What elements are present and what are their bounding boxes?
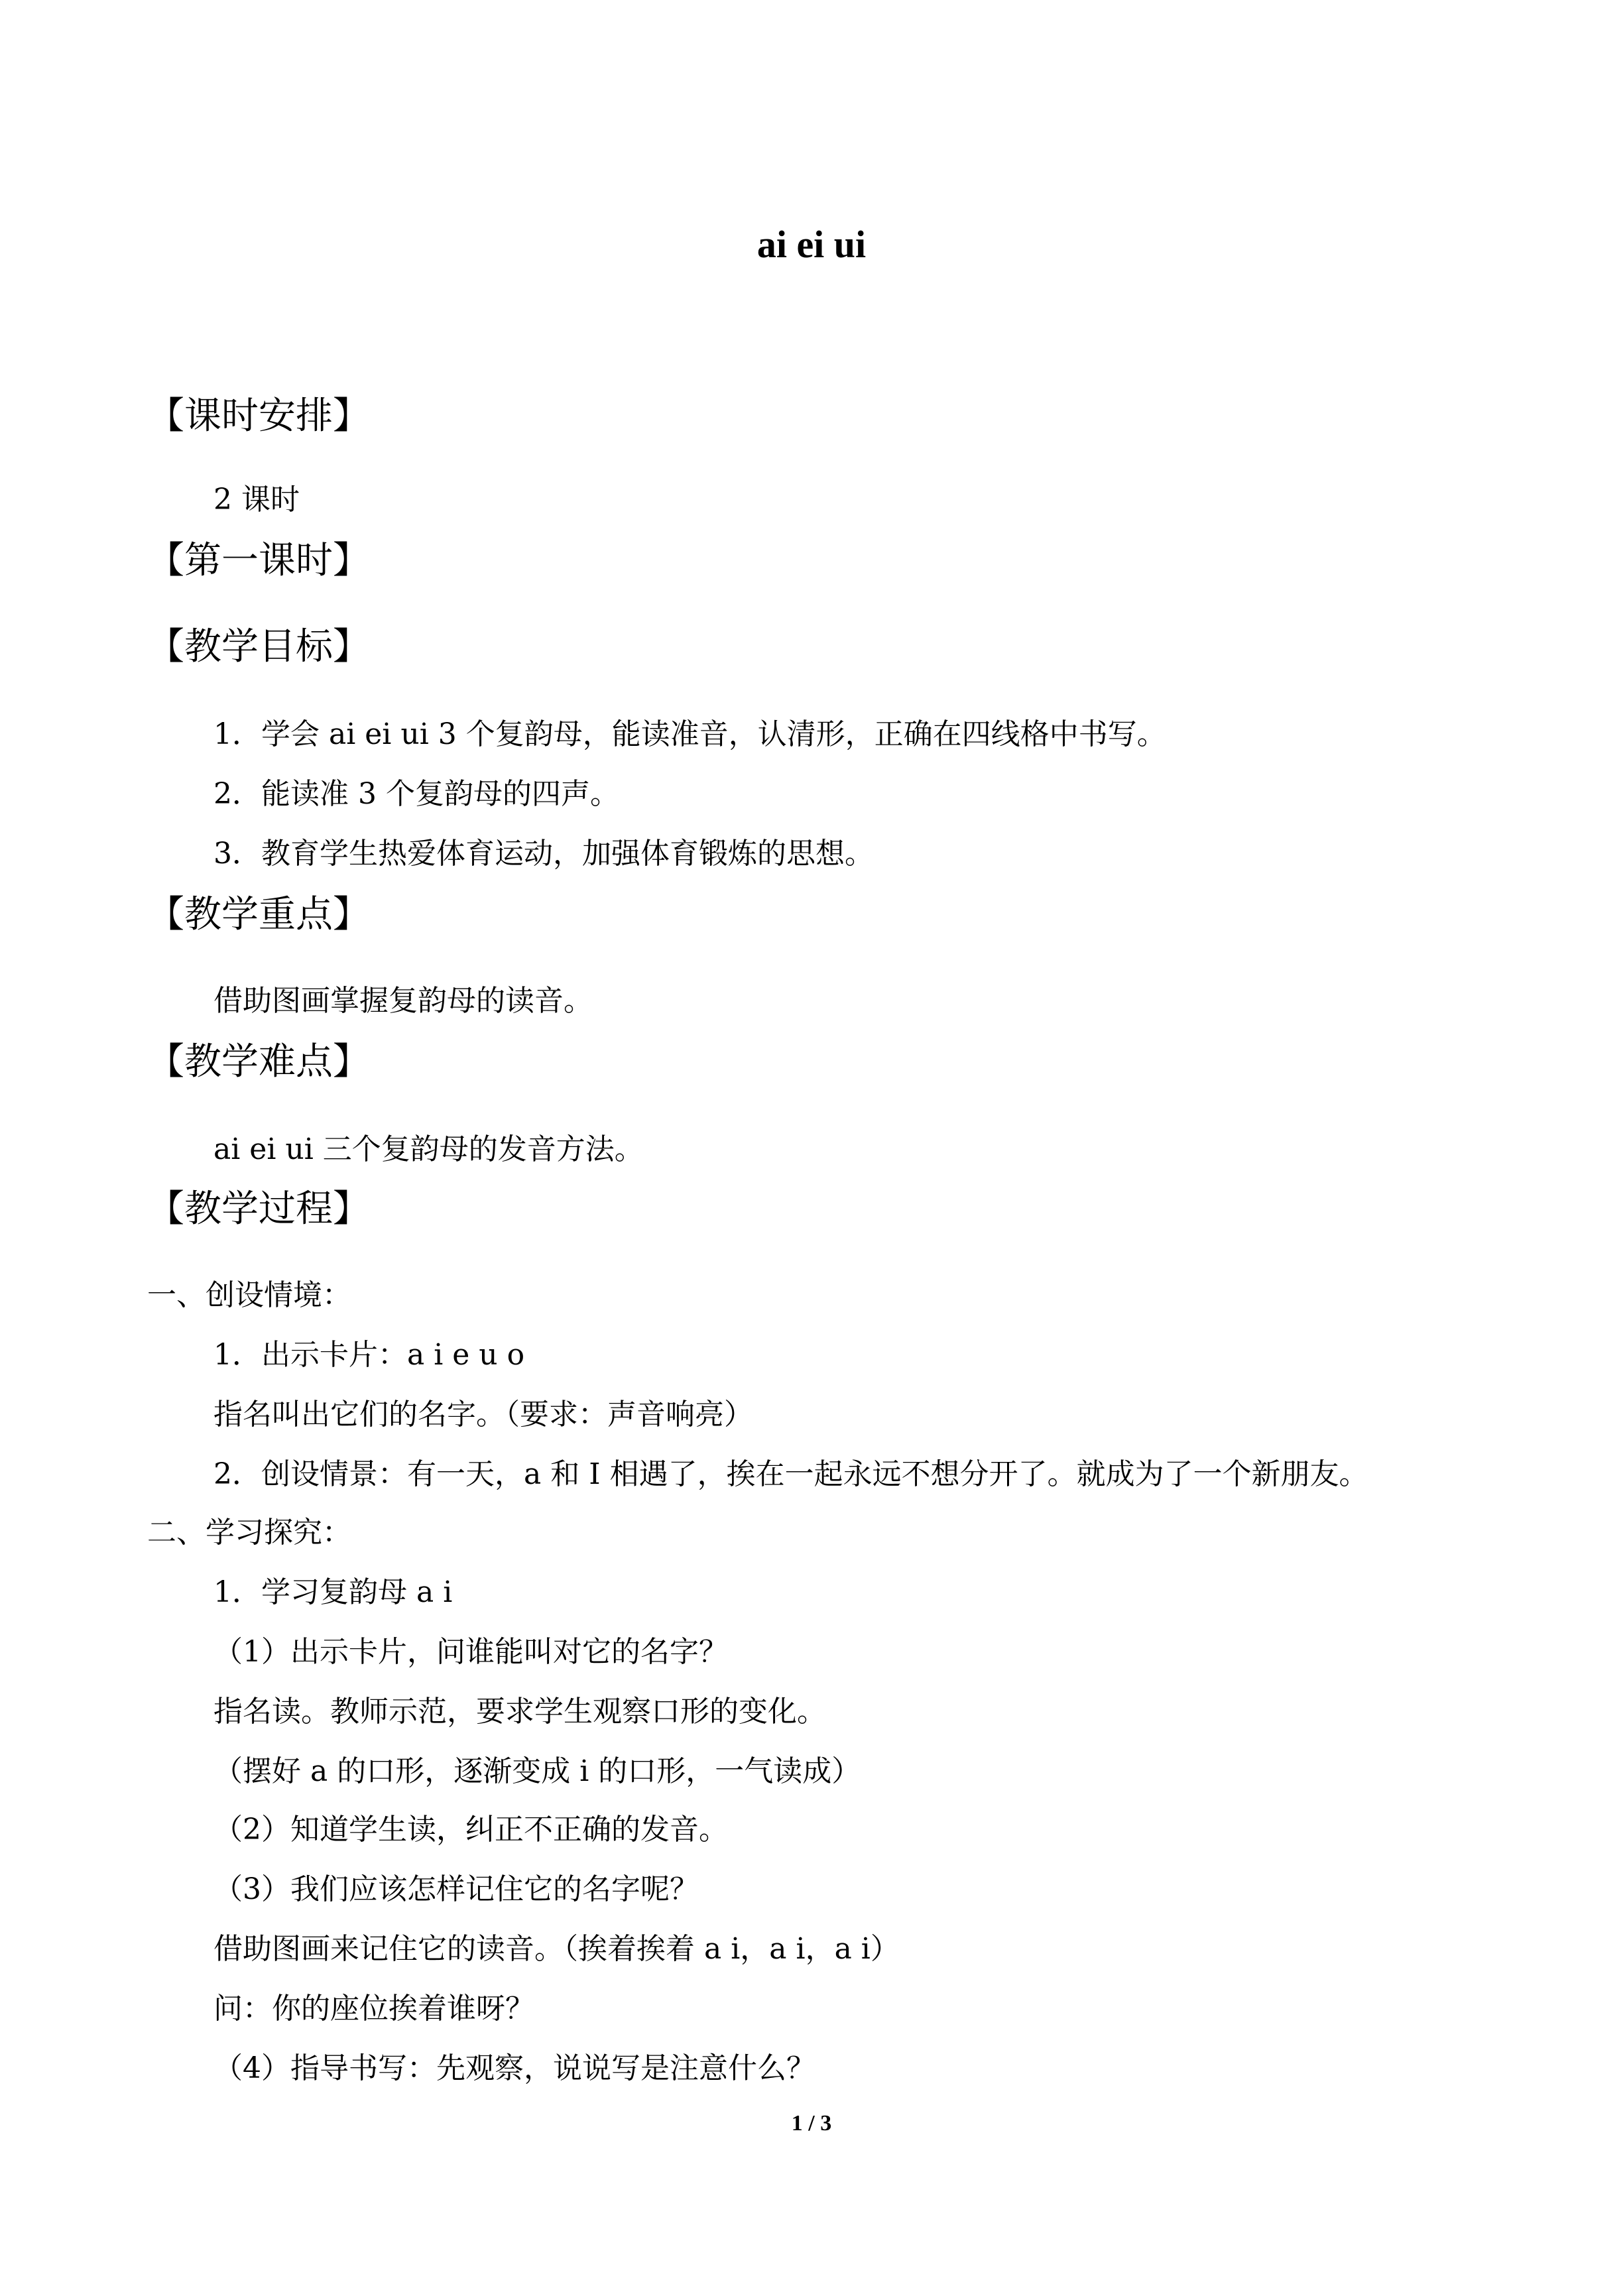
page-number: 1 / 3 bbox=[791, 2111, 832, 2136]
process-part2-line-9: （4）指导书写：先观察，说说写是注意什么？ bbox=[213, 2051, 815, 2085]
heading-schedule: 【课时安排】 bbox=[147, 394, 370, 438]
goal-item-2: 2．能读准 3 个复韵母的四声。 bbox=[213, 777, 619, 811]
process-part1-line-1: 1．出示卡片：a i e u o bbox=[213, 1338, 525, 1372]
process-part2-line-7: 借助图画来记住它的读音。（挨着挨着 a i，a i，a i） bbox=[213, 1932, 900, 1966]
heading-key-points: 【教学重点】 bbox=[147, 893, 370, 936]
heading-process: 【教学过程】 bbox=[147, 1187, 370, 1231]
heading-goals: 【教学目标】 bbox=[147, 625, 370, 668]
process-part1-line-3: 2．创设情景：有一天，a 和 I 相遇了，挨在一起永远不想分开了。就成为了一个新朋友。 bbox=[213, 1457, 1368, 1491]
process-part1-title: 一、创设情境： bbox=[147, 1278, 351, 1312]
heading-lesson-1: 【第一课时】 bbox=[147, 539, 370, 582]
goal-item-3: 3．教育学生热爱体育运动，加强体育锻炼的思想。 bbox=[213, 837, 874, 871]
process-part2-line-2: （1）出示卡片，问谁能叫对它的名字？ bbox=[213, 1635, 728, 1669]
process-part2-title: 二、学习探究： bbox=[147, 1516, 351, 1549]
difficulty-text: ai ei ui 三个复韵母的发音方法。 bbox=[213, 1132, 644, 1166]
process-part2-line-8: 问：你的座位挨着谁呀？ bbox=[213, 1992, 534, 2025]
process-part1-line-2: 指名叫出它们的名字。（要求：声音响亮） bbox=[213, 1398, 753, 1431]
process-part2-line-4: （摆好 a 的口形，逐渐变成 i 的口形，一气读成） bbox=[213, 1754, 861, 1788]
heading-difficulty: 【教学难点】 bbox=[147, 1040, 370, 1083]
schedule-text: 2 课时 bbox=[213, 483, 300, 516]
goal-item-1: 1．学会 ai ei ui 3 个复韵母，能读准音，认清形，正确在四线格中书写。 bbox=[213, 717, 1166, 751]
key-points-text: 借助图画掌握复韵母的读音。 bbox=[213, 984, 593, 1018]
document-title: ai ei ui bbox=[756, 223, 867, 266]
process-part2-line-3: 指名读。教师示范，要求学生观察口形的变化。 bbox=[213, 1695, 826, 1728]
process-part2-line-6: （3）我们应该怎样记住它的名字呢？ bbox=[213, 1872, 699, 1906]
process-part2-line-1: 1．学习复韵母 a i bbox=[213, 1575, 453, 1609]
process-part2-line-5: （2）知道学生读，纠正不正确的发音。 bbox=[213, 1813, 728, 1846]
